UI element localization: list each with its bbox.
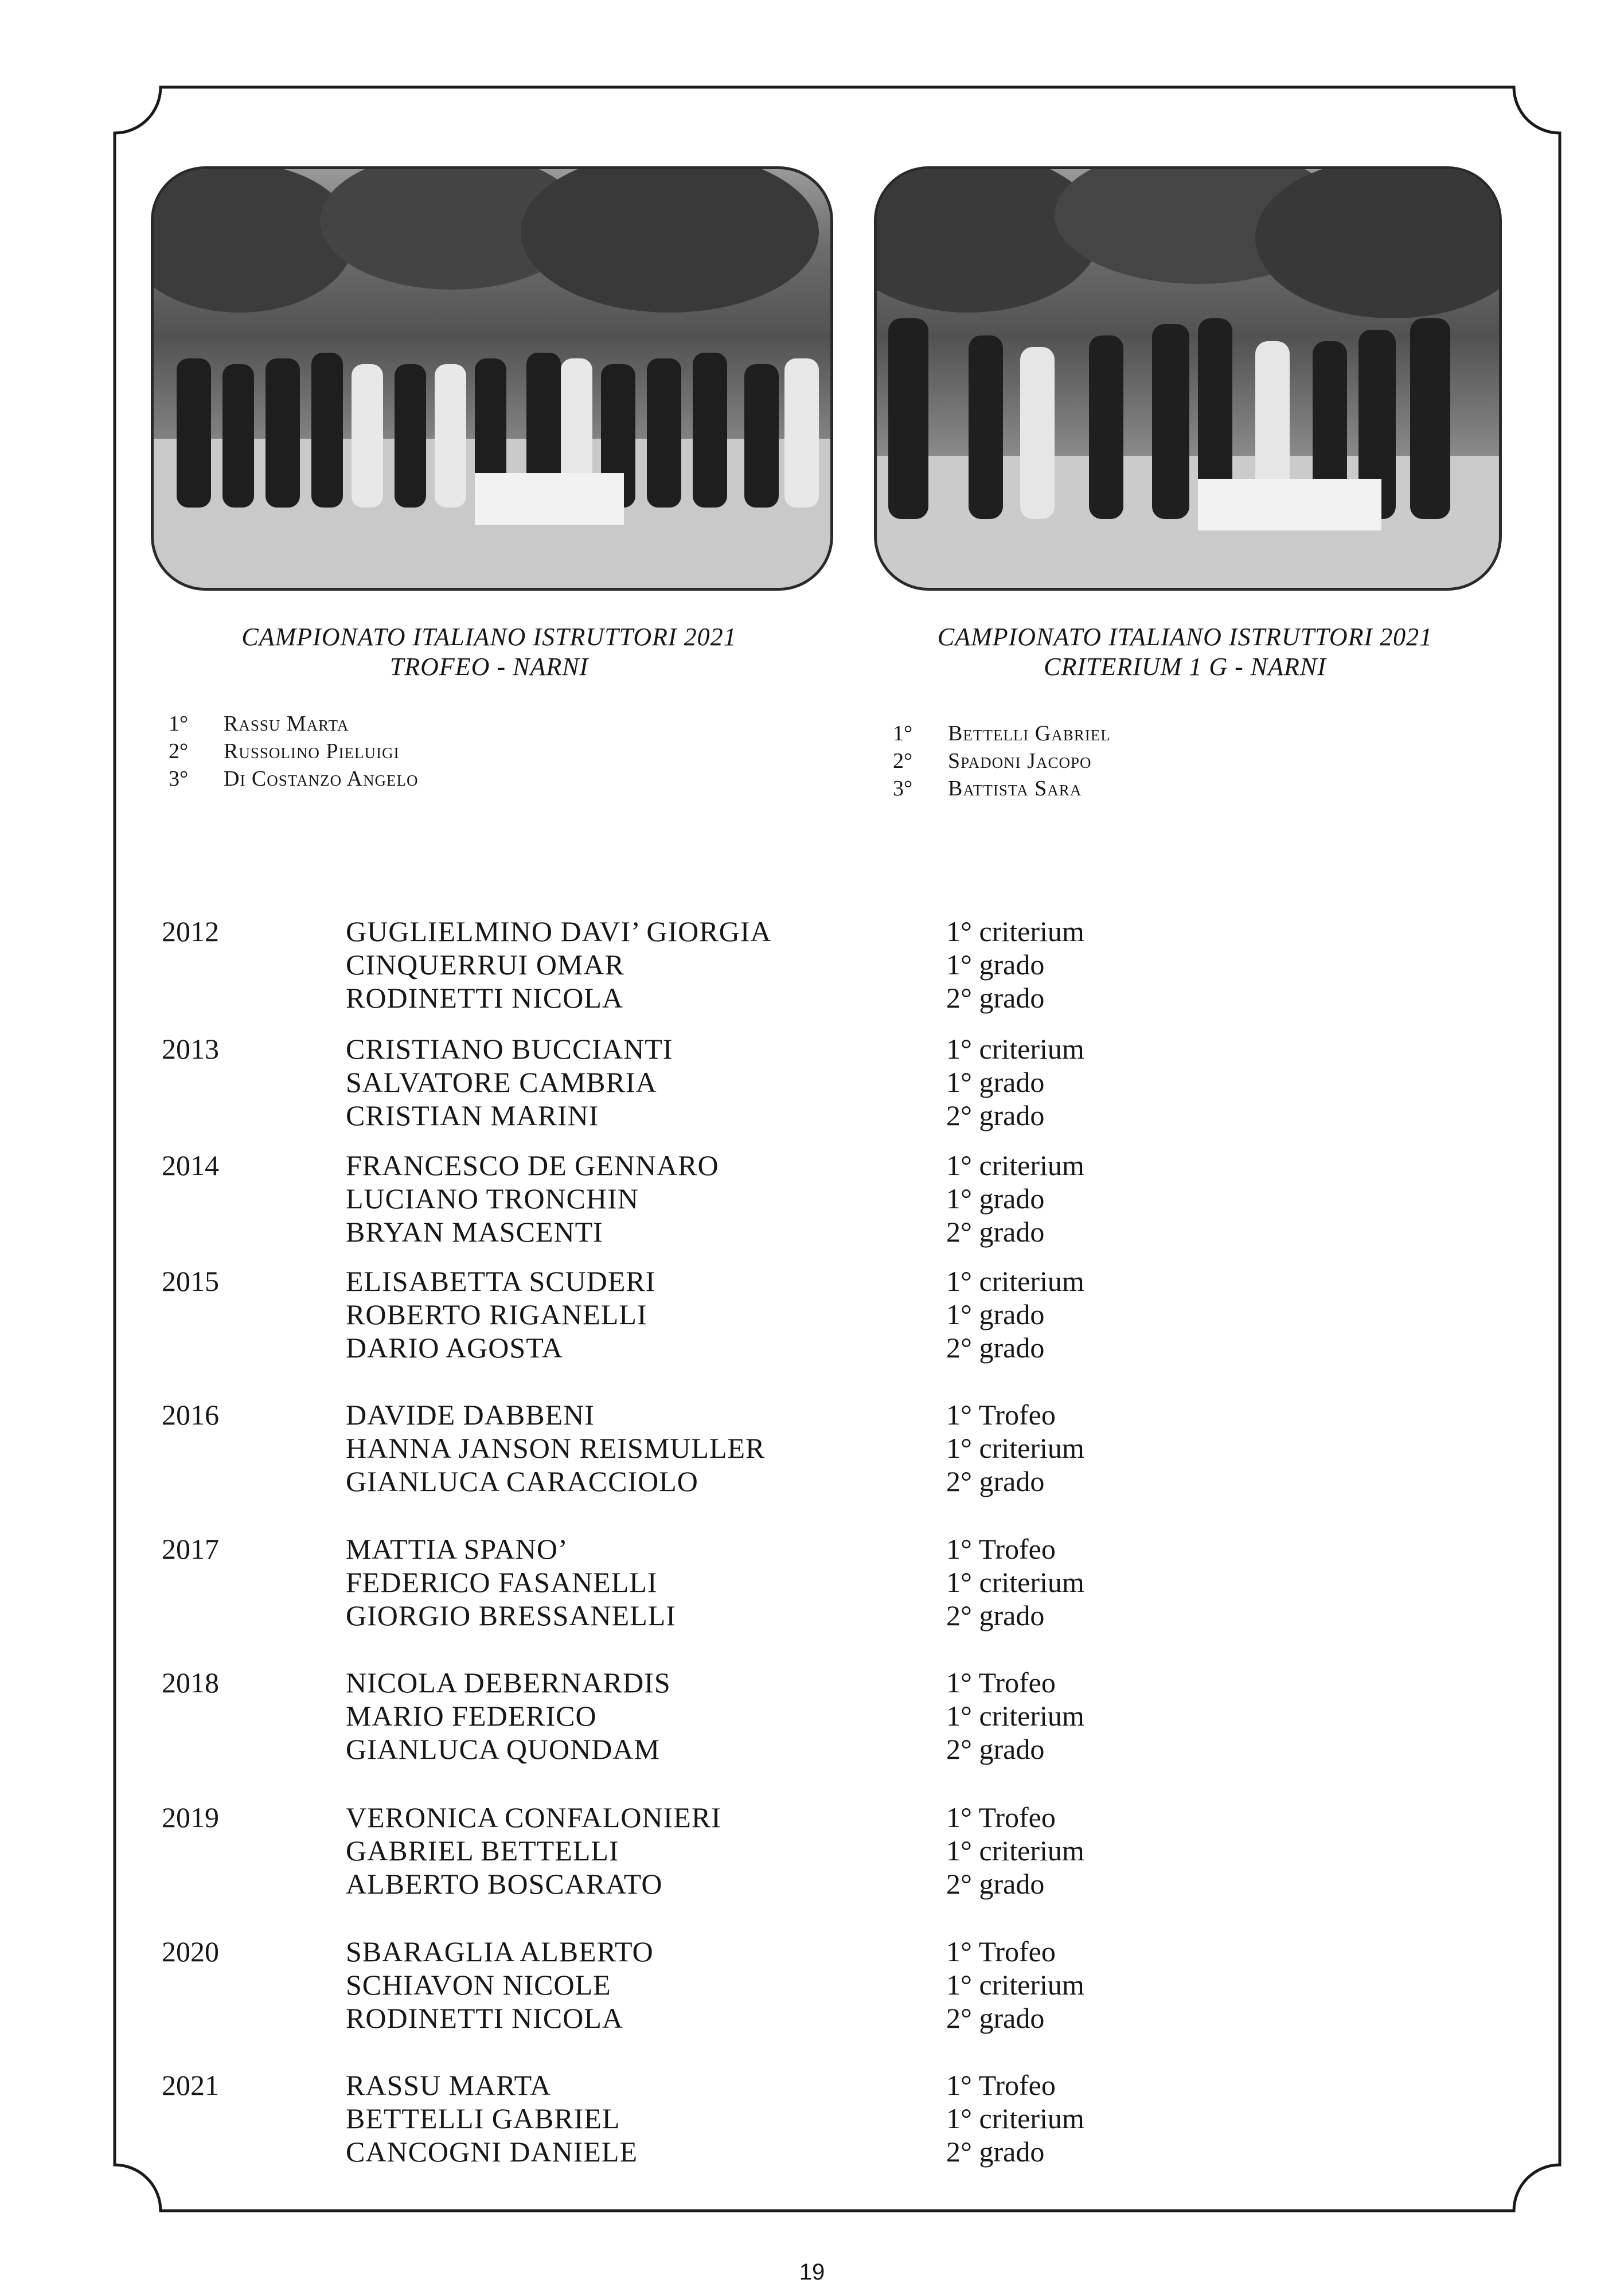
- winner-placing: 1° criterium: [946, 1432, 1084, 1464]
- placing-row: [893, 720, 1111, 747]
- year-label: 2018: [162, 1667, 219, 1699]
- winner-name: DAVIDE DABBENI: [346, 1399, 595, 1431]
- winner-placing: 1° criterium: [946, 1149, 1084, 1181]
- winner-name: BRYAN MASCENTI: [346, 1216, 603, 1248]
- caption-title: CAMPIONATO ITALIANO ISTRUTTORI 2021: [241, 623, 737, 651]
- winner-placing: 2° grado: [946, 2136, 1045, 2168]
- winner-placing: 1° grado: [946, 1298, 1045, 1330]
- year-label: 2021: [162, 2069, 219, 2101]
- winner-name: SALVATORE CAMBRIA: [346, 1066, 657, 1098]
- winner-name: RASSU MARTA: [346, 2069, 552, 2101]
- winner-placing: 1° Trofeo: [946, 1399, 1056, 1431]
- winner-name: FEDERICO FASANELLI: [346, 1566, 658, 1598]
- winner-placing: 2° grado: [946, 2002, 1045, 2034]
- placing-name: Russolino Pieluigi: [224, 739, 400, 763]
- year-label: 2019: [162, 1801, 219, 1833]
- placings-criterium: [893, 720, 1111, 802]
- placing-position: 1°: [893, 721, 913, 746]
- caption-title: CAMPIONATO ITALIANO ISTRUTTORI 2021: [937, 623, 1433, 651]
- year-label: 2015: [162, 1265, 219, 1297]
- winner-name: SCHIAVON NICOLE: [346, 1969, 611, 2001]
- placing-row: [893, 747, 1111, 775]
- winner-placing: 2° grado: [946, 1599, 1045, 1632]
- winner-placing: 1° criterium: [946, 1566, 1084, 1598]
- winner-placing: 1° Trofeo: [946, 1801, 1056, 1833]
- page-number: 19: [799, 2259, 825, 2285]
- winner-placing: 1° grado: [946, 1066, 1045, 1098]
- year-label: 2012: [162, 915, 219, 947]
- caption-trofeo: [151, 622, 827, 682]
- winner-placing: 2° grado: [946, 1733, 1045, 1765]
- winner-name: CRISTIAN MARINI: [346, 1099, 599, 1131]
- winner-name: MARIO FEDERICO: [346, 1700, 597, 1732]
- winner-name: GIANLUCA CARACCIOLO: [346, 1465, 698, 1497]
- winner-name: BETTELLI GABRIEL: [346, 2102, 620, 2134]
- winner-placing: 2° grado: [946, 1465, 1045, 1497]
- winner-placing: 1° Trofeo: [946, 1667, 1056, 1699]
- winner-name: CRISTIANO BUCCIANTI: [346, 1033, 673, 1065]
- placing-position: 1°: [169, 712, 189, 736]
- winner-placing: 1° criterium: [946, 1700, 1084, 1732]
- winner-placing: 1° grado: [946, 949, 1045, 981]
- winner-placing: 1° criterium: [946, 915, 1084, 947]
- placing-row: [169, 765, 418, 793]
- placing-position: 3°: [893, 776, 913, 801]
- winner-placing: 1° Trofeo: [946, 1935, 1056, 1968]
- placing-position: 2°: [893, 749, 913, 773]
- winner-placing: 1° criterium: [946, 1033, 1084, 1065]
- winner-placing: 2° grado: [946, 1868, 1045, 1900]
- podium-photo-criterium: [874, 166, 1502, 591]
- winner-placing: 1° criterium: [946, 1265, 1084, 1297]
- placing-row: [169, 710, 418, 737]
- podium-photo-trofeo: [151, 166, 833, 591]
- winner-name: ROBERTO RIGANELLI: [346, 1298, 647, 1330]
- winner-name: ELISABETTA SCUDERI: [346, 1265, 656, 1297]
- winner-name: SBARAGLIA ALBERTO: [346, 1935, 654, 1968]
- winner-name: NICOLA DEBERNARDIS: [346, 1667, 671, 1699]
- placing-name: Di Costanzo Angelo: [224, 767, 419, 791]
- caption-subtitle: CRITERIUM 1 G - NARNI: [1044, 653, 1326, 681]
- year-label: 2016: [162, 1399, 219, 1431]
- winner-name: CANCOGNI DANIELE: [346, 2136, 638, 2168]
- winner-name: DARIO AGOSTA: [346, 1332, 563, 1364]
- placing-position: 2°: [169, 739, 189, 763]
- winner-name: GIORGIO BRESSANELLI: [346, 1599, 676, 1632]
- winner-name: FRANCESCO DE GENNARO: [346, 1149, 719, 1181]
- winner-placing: 1° Trofeo: [946, 2069, 1056, 2101]
- year-label: 2020: [162, 1935, 219, 1968]
- placing-name: Bettelli Gabriel: [948, 721, 1111, 746]
- winner-name: MATTIA SPANO’: [346, 1533, 568, 1565]
- placing-position: 3°: [169, 767, 189, 791]
- placing-row: [169, 737, 418, 765]
- year-label: 2014: [162, 1149, 219, 1181]
- placing-name: Battista Sara: [948, 776, 1082, 801]
- winner-placing: 1° criterium: [946, 2102, 1084, 2134]
- winner-name: VERONICA CONFALONIERI: [346, 1801, 721, 1833]
- caption-subtitle: TROFEO - NARNI: [389, 653, 589, 681]
- winner-placing: 2° grado: [946, 1332, 1045, 1364]
- year-label: 2017: [162, 1533, 219, 1565]
- winner-placing: 1° Trofeo: [946, 1533, 1056, 1565]
- winner-name: RODINETTI NICOLA: [346, 2002, 623, 2034]
- winner-name: ALBERTO BOSCARATO: [346, 1868, 663, 1900]
- winner-name: CINQUERRUI OMAR: [346, 949, 624, 981]
- winner-placing: 2° grado: [946, 982, 1045, 1014]
- placing-name: Spadoni Jacopo: [948, 749, 1092, 773]
- placing-row: [893, 775, 1111, 802]
- placings-trofeo: [169, 710, 418, 793]
- winner-placing: 1° criterium: [946, 1835, 1084, 1867]
- winner-name: LUCIANO TRONCHIN: [346, 1182, 639, 1215]
- caption-criterium: [874, 622, 1496, 682]
- winner-placing: 2° grado: [946, 1216, 1045, 1248]
- year-label: 2013: [162, 1033, 219, 1065]
- winner-name: HANNA JANSON REISMULLER: [346, 1432, 766, 1464]
- placing-name: Rassu Marta: [224, 712, 349, 736]
- winner-name: GABRIEL BETTELLI: [346, 1835, 619, 1867]
- winner-placing: 1° grado: [946, 1182, 1045, 1215]
- winner-name: RODINETTI NICOLA: [346, 982, 623, 1014]
- winner-name: GIANLUCA QUONDAM: [346, 1733, 660, 1765]
- winner-name: GUGLIELMINO DAVI’ GIORGIA: [346, 915, 772, 947]
- winner-placing: 1° criterium: [946, 1969, 1084, 2001]
- winner-placing: 2° grado: [946, 1099, 1045, 1131]
